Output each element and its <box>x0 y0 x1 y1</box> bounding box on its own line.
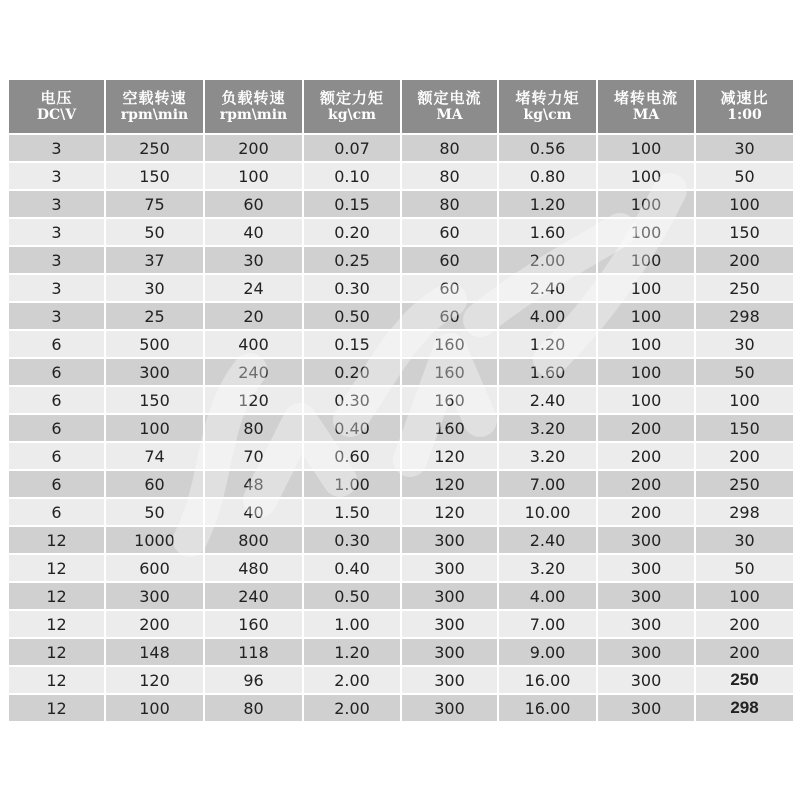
cell-voltage: 12 <box>8 694 105 722</box>
cell-stall-torque: 0.56 <box>498 134 597 162</box>
cell-load-speed: 240 <box>204 582 303 610</box>
cell-stall-torque: 0.80 <box>498 162 597 190</box>
table-row <box>8 218 794 246</box>
cell-voltage: 12 <box>8 554 105 582</box>
table-row <box>8 526 794 554</box>
table-row <box>8 134 794 162</box>
cell-rated-torque: 0.30 <box>303 526 401 554</box>
cell-rated-current: 60 <box>401 302 498 330</box>
cell-rated-torque: 0.50 <box>303 582 401 610</box>
table-row <box>8 582 794 610</box>
cell-rated-current: 60 <box>401 274 498 302</box>
cell-stall-current: 100 <box>597 358 695 386</box>
cell-load-speed: 40 <box>204 218 303 246</box>
cell-voltage: 12 <box>8 638 105 666</box>
cell-voltage: 6 <box>8 470 105 498</box>
cell-reduction-ratio: 250 <box>695 470 794 498</box>
cell-load-speed: 100 <box>204 162 303 190</box>
cell-stall-current: 100 <box>597 134 695 162</box>
header-row <box>8 79 794 134</box>
cell-load-speed: 800 <box>204 526 303 554</box>
cell-load-speed: 400 <box>204 330 303 358</box>
cell-load-speed: 48 <box>204 470 303 498</box>
header-stall-torque <box>498 79 597 134</box>
header-unit: kg\cm <box>328 106 376 123</box>
header-voltage <box>8 79 105 134</box>
header-name: 负载转速 <box>221 88 286 107</box>
cell-no-load-speed: 100 <box>105 694 204 722</box>
cell-reduction-ratio: 30 <box>695 134 794 162</box>
table-row <box>8 330 794 358</box>
header-name: 电压 <box>40 88 73 107</box>
cell-no-load-speed: 60 <box>105 470 204 498</box>
table-row <box>8 414 794 442</box>
cell-reduction-ratio: 298 <box>695 302 794 330</box>
cell-rated-current: 80 <box>401 190 498 218</box>
header-load-speed <box>204 79 303 134</box>
motor-spec-table <box>7 78 795 723</box>
cell-voltage: 3 <box>8 274 105 302</box>
cell-stall-torque: 2.40 <box>498 526 597 554</box>
cell-load-speed: 40 <box>204 498 303 526</box>
cell-stall-current: 100 <box>597 302 695 330</box>
cell-stall-current: 200 <box>597 470 695 498</box>
cell-voltage: 12 <box>8 610 105 638</box>
cell-no-load-speed: 25 <box>105 302 204 330</box>
cell-rated-current: 160 <box>401 386 498 414</box>
cell-rated-current: 300 <box>401 526 498 554</box>
cell-stall-torque: 4.00 <box>498 582 597 610</box>
table-row <box>8 162 794 190</box>
header-rated-torque <box>303 79 401 134</box>
cell-load-speed: 118 <box>204 638 303 666</box>
cell-voltage: 3 <box>8 246 105 274</box>
cell-stall-current: 100 <box>597 386 695 414</box>
cell-rated-current: 160 <box>401 358 498 386</box>
table-row <box>8 694 794 722</box>
cell-voltage: 6 <box>8 330 105 358</box>
cell-voltage: 3 <box>8 134 105 162</box>
cell-voltage: 6 <box>8 358 105 386</box>
cell-stall-current: 200 <box>597 498 695 526</box>
header-unit: DC\V <box>36 106 77 123</box>
cell-load-speed: 200 <box>204 134 303 162</box>
cell-stall-current: 100 <box>597 246 695 274</box>
cell-stall-current: 100 <box>597 330 695 358</box>
cell-reduction-ratio: 298 <box>695 694 794 722</box>
cell-reduction-ratio: 200 <box>695 442 794 470</box>
cell-stall-torque: 7.00 <box>498 610 597 638</box>
table-row <box>8 274 794 302</box>
cell-stall-current: 300 <box>597 582 695 610</box>
cell-stall-torque: 10.00 <box>498 498 597 526</box>
cell-rated-torque: 0.50 <box>303 302 401 330</box>
header-unit: 1:00 <box>727 106 762 123</box>
table-row <box>8 470 794 498</box>
cell-rated-current: 160 <box>401 414 498 442</box>
header-reduction-ratio <box>695 79 794 134</box>
cell-stall-current: 100 <box>597 162 695 190</box>
cell-rated-current: 300 <box>401 554 498 582</box>
header-name: 额定电流 <box>417 88 482 107</box>
cell-rated-current: 120 <box>401 498 498 526</box>
cell-rated-current: 120 <box>401 470 498 498</box>
cell-stall-torque: 1.20 <box>498 330 597 358</box>
cell-stall-current: 100 <box>597 274 695 302</box>
cell-stall-torque: 1.20 <box>498 190 597 218</box>
table-body <box>8 134 794 722</box>
cell-stall-current: 300 <box>597 526 695 554</box>
cell-rated-torque: 2.00 <box>303 666 401 694</box>
header-name: 堵转电流 <box>613 88 678 107</box>
cell-rated-current: 80 <box>401 134 498 162</box>
cell-rated-current: 300 <box>401 638 498 666</box>
cell-stall-torque: 2.00 <box>498 246 597 274</box>
cell-stall-torque: 2.40 <box>498 274 597 302</box>
table-header <box>8 79 794 134</box>
table-row <box>8 610 794 638</box>
cell-stall-torque: 3.20 <box>498 414 597 442</box>
cell-rated-torque: 0.40 <box>303 414 401 442</box>
cell-stall-current: 300 <box>597 610 695 638</box>
cell-no-load-speed: 30 <box>105 274 204 302</box>
cell-reduction-ratio: 250 <box>695 274 794 302</box>
cell-stall-torque: 3.20 <box>498 442 597 470</box>
cell-voltage: 3 <box>8 218 105 246</box>
cell-rated-torque: 0.15 <box>303 190 401 218</box>
cell-load-speed: 80 <box>204 694 303 722</box>
cell-rated-current: 300 <box>401 694 498 722</box>
header-name: 堵转力矩 <box>515 88 580 107</box>
cell-rated-torque: 1.50 <box>303 498 401 526</box>
header-name: 额定力矩 <box>319 88 384 107</box>
table-row <box>8 302 794 330</box>
cell-rated-torque: 0.25 <box>303 246 401 274</box>
cell-rated-torque: 0.30 <box>303 386 401 414</box>
cell-reduction-ratio: 50 <box>695 162 794 190</box>
cell-reduction-ratio: 30 <box>695 330 794 358</box>
cell-rated-torque: 0.40 <box>303 554 401 582</box>
cell-rated-torque: 1.00 <box>303 470 401 498</box>
cell-voltage: 12 <box>8 666 105 694</box>
cell-stall-current: 200 <box>597 442 695 470</box>
cell-rated-current: 300 <box>401 582 498 610</box>
cell-stall-torque: 7.00 <box>498 470 597 498</box>
cell-load-speed: 20 <box>204 302 303 330</box>
cell-load-speed: 120 <box>204 386 303 414</box>
cell-stall-torque: 4.00 <box>498 302 597 330</box>
header-name: 减速比 <box>720 88 769 107</box>
cell-rated-torque: 0.30 <box>303 274 401 302</box>
table-row <box>8 386 794 414</box>
cell-no-load-speed: 150 <box>105 162 204 190</box>
cell-stall-current: 300 <box>597 666 695 694</box>
cell-reduction-ratio: 150 <box>695 414 794 442</box>
cell-rated-current: 60 <box>401 246 498 274</box>
cell-rated-torque: 0.15 <box>303 330 401 358</box>
header-unit: rpm\min <box>120 106 189 123</box>
header-unit: MA <box>436 106 463 123</box>
cell-no-load-speed: 150 <box>105 386 204 414</box>
cell-reduction-ratio: 30 <box>695 526 794 554</box>
cell-load-speed: 80 <box>204 414 303 442</box>
cell-no-load-speed: 100 <box>105 414 204 442</box>
cell-no-load-speed: 500 <box>105 330 204 358</box>
cell-voltage: 6 <box>8 386 105 414</box>
header-unit: rpm\min <box>219 106 288 123</box>
table-row <box>8 358 794 386</box>
cell-load-speed: 96 <box>204 666 303 694</box>
cell-voltage: 6 <box>8 442 105 470</box>
cell-reduction-ratio: 100 <box>695 190 794 218</box>
cell-rated-current: 160 <box>401 330 498 358</box>
cell-stall-current: 100 <box>597 218 695 246</box>
cell-rated-current: 120 <box>401 442 498 470</box>
cell-stall-current: 300 <box>597 554 695 582</box>
cell-voltage: 3 <box>8 190 105 218</box>
cell-no-load-speed: 120 <box>105 666 204 694</box>
cell-load-speed: 24 <box>204 274 303 302</box>
cell-reduction-ratio: 200 <box>695 638 794 666</box>
cell-no-load-speed: 200 <box>105 610 204 638</box>
cell-rated-current: 300 <box>401 610 498 638</box>
cell-stall-current: 100 <box>597 190 695 218</box>
cell-rated-current: 300 <box>401 666 498 694</box>
cell-no-load-speed: 1000 <box>105 526 204 554</box>
cell-load-speed: 70 <box>204 442 303 470</box>
cell-stall-torque: 9.00 <box>498 638 597 666</box>
cell-no-load-speed: 148 <box>105 638 204 666</box>
cell-reduction-ratio: 50 <box>695 554 794 582</box>
cell-voltage: 3 <box>8 302 105 330</box>
cell-voltage: 3 <box>8 162 105 190</box>
cell-reduction-ratio: 100 <box>695 582 794 610</box>
cell-reduction-ratio: 100 <box>695 386 794 414</box>
cell-voltage: 6 <box>8 414 105 442</box>
cell-stall-current: 300 <box>597 638 695 666</box>
cell-load-speed: 160 <box>204 610 303 638</box>
cell-stall-torque: 16.00 <box>498 666 597 694</box>
cell-rated-torque: 2.00 <box>303 694 401 722</box>
table-row <box>8 498 794 526</box>
cell-reduction-ratio: 200 <box>695 246 794 274</box>
cell-no-load-speed: 50 <box>105 218 204 246</box>
header-unit: kg\cm <box>523 106 572 123</box>
table-row <box>8 190 794 218</box>
cell-load-speed: 240 <box>204 358 303 386</box>
cell-stall-current: 200 <box>597 414 695 442</box>
cell-load-speed: 30 <box>204 246 303 274</box>
cell-rated-current: 60 <box>401 218 498 246</box>
header-unit: MA <box>632 106 660 123</box>
cell-stall-current: 300 <box>597 694 695 722</box>
cell-stall-torque: 1.60 <box>498 358 597 386</box>
table-row <box>8 442 794 470</box>
table-row <box>8 666 794 694</box>
cell-rated-torque: 0.07 <box>303 134 401 162</box>
cell-reduction-ratio: 150 <box>695 218 794 246</box>
cell-reduction-ratio: 298 <box>695 498 794 526</box>
cell-stall-torque: 3.20 <box>498 554 597 582</box>
cell-reduction-ratio: 200 <box>695 610 794 638</box>
cell-stall-torque: 2.40 <box>498 386 597 414</box>
cell-no-load-speed: 300 <box>105 582 204 610</box>
cell-load-speed: 60 <box>204 190 303 218</box>
cell-no-load-speed: 75 <box>105 190 204 218</box>
cell-no-load-speed: 37 <box>105 246 204 274</box>
cell-voltage: 12 <box>8 526 105 554</box>
cell-rated-torque: 1.00 <box>303 610 401 638</box>
cell-no-load-speed: 300 <box>105 358 204 386</box>
cell-rated-torque: 0.20 <box>303 218 401 246</box>
cell-rated-torque: 1.20 <box>303 638 401 666</box>
cell-rated-torque: 0.10 <box>303 162 401 190</box>
cell-reduction-ratio: 250 <box>695 666 794 694</box>
table-row <box>8 638 794 666</box>
header-name: 空载转速 <box>122 88 187 107</box>
cell-stall-torque: 16.00 <box>498 694 597 722</box>
cell-voltage: 6 <box>8 498 105 526</box>
cell-no-load-speed: 50 <box>105 498 204 526</box>
cell-no-load-speed: 250 <box>105 134 204 162</box>
cell-rated-torque: 0.20 <box>303 358 401 386</box>
header-stall-current <box>597 79 695 134</box>
cell-no-load-speed: 600 <box>105 554 204 582</box>
cell-no-load-speed: 74 <box>105 442 204 470</box>
cell-rated-torque: 0.60 <box>303 442 401 470</box>
table-row <box>8 554 794 582</box>
cell-voltage: 12 <box>8 582 105 610</box>
cell-reduction-ratio: 50 <box>695 358 794 386</box>
header-rated-current <box>401 79 498 134</box>
cell-rated-current: 80 <box>401 162 498 190</box>
cell-load-speed: 480 <box>204 554 303 582</box>
table-row <box>8 246 794 274</box>
header-no-load-speed <box>105 79 204 134</box>
cell-stall-torque: 1.60 <box>498 218 597 246</box>
